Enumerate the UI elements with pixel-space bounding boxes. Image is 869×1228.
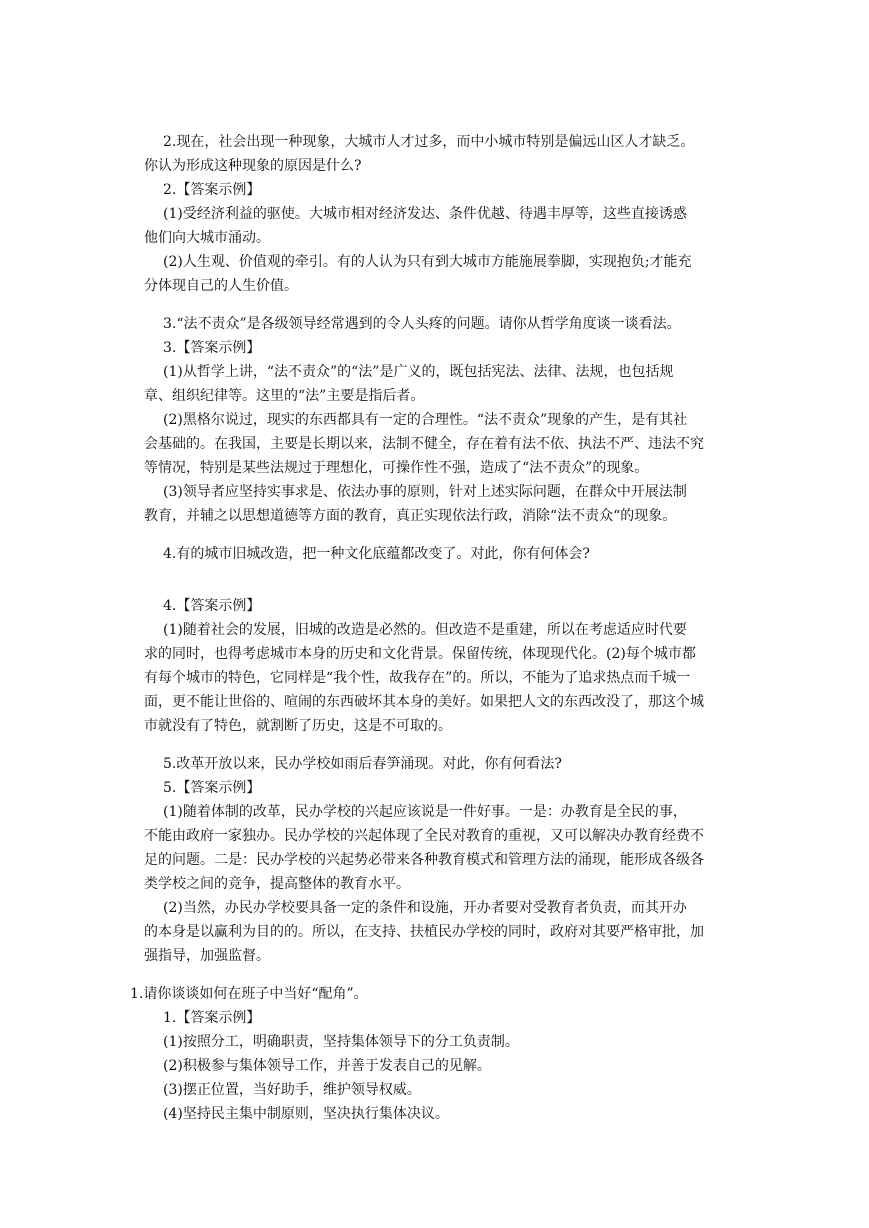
- q3-answer-label: 3.【答案示例】: [163, 340, 261, 356]
- q2-answer-1-line-1: (1)受经济利益的驱使。大城市相对经济发达、条件优越、待遇丰厚等，这些直接诱惑: [163, 206, 687, 222]
- q5-answer-2-line-2: 的本身是以赢利为目的的。所以，在支持、扶植民办学校的同时，政府对其要严格审批，加: [144, 924, 704, 940]
- q4-answer-line-5: 市就没有了特色，就割断了历史，这是不可取的。: [144, 718, 452, 734]
- q3-answer-3-line-1: (3)领导者应坚持实事求是、依法办事的原则，针对上述实际问题，在群众中开展法制: [163, 484, 687, 500]
- q1-answer-item: (3)摆正位置，当好助手，维护领导权威。: [163, 1082, 421, 1098]
- q3-question: 3.“法不责众”是各级领导经常遇到的令人头疼的问题。请你从哲学角度谈一谈看法。: [163, 316, 681, 332]
- q3-answer-2-line-3: 等情况，特别是某些法规过于理想化，可操作性不强，造成了“法不责众”的现象。: [144, 460, 649, 476]
- q5-question: 5.改革开放以来，民办学校如雨后春笋涌现。对此，你有何看法?: [163, 756, 562, 772]
- q4-answer-line-4: 面，更不能让世俗的、喧闹的东西破坏其本身的美好。如果把人文的东西改没了，那这个城: [144, 694, 704, 710]
- q5-answer-label: 5.【答案示例】: [163, 780, 261, 796]
- q4-answer-line-1: (1)随着社会的发展，旧城的改造是必然的。但改造不是重建，所以在考虑适应时代要: [163, 622, 687, 638]
- q5-answer-2-line-1: (2)当然，办民办学校要具备一定的条件和设施，开办者要对受教育者负责，而其开办: [163, 900, 687, 916]
- q5-answer-2-line-3: 强指导，加强监督。: [144, 948, 270, 964]
- q2-question-line-1: 2.现在，社会出现一种现象，大城市人才过多，而中小城市特别是偏远山区人才缺乏。: [163, 134, 695, 150]
- q2-answer-label: 2.【答案示例】: [163, 182, 261, 198]
- q1-answer-item: (1)按照分工，明确职责，坚持集体领导下的分工负责制。: [163, 1034, 519, 1050]
- q5-answer-1-line-3: 足的问题。二是：民办学校的兴起势必带来各种教育模式和管理方法的涌现，能形成各级各: [144, 852, 704, 868]
- q3-answer-1-line-1: (1)从哲学上讲，“法不责众”的“法”是广义的，既包括宪法、法律、法规，也包括规: [163, 364, 674, 380]
- q1-answer-item: (2)积极参与集体领导工作，并善于发表自己的见解。: [163, 1058, 491, 1074]
- q2-answer-2-line-2: 分体现自己的人生价值。: [144, 278, 298, 294]
- q4-answer-line-3: 有每个城市的特色，它同样是“我个性，故我存在”的。所以，不能为了追求热点而千城一: [144, 670, 691, 686]
- q4-answer-label: 4.【答案示例】: [163, 598, 261, 614]
- q2-question-line-2: 你认为形成这种现象的原因是什么?: [144, 158, 362, 174]
- q3-answer-3-line-2: 教育，并辅之以思想道德等方面的教育，真正实现依法行政，消除“法不责众“的现象。: [144, 508, 677, 524]
- q4-question: 4.有的城市旧城改造，把一种文化底蕴都改变了。对此，你有何体会?: [163, 546, 590, 562]
- q5-answer-1-line-4: 类学校之间的竞争，提高整体的教育水平。: [144, 876, 410, 892]
- q2-answer-1-line-2: 他们向大城市涌动。: [144, 230, 270, 246]
- q5-answer-1-line-1: (1)随着体制的改革，民办学校的兴起应该说是一件好事。一是：办教育是全民的事，: [163, 804, 687, 820]
- q2-answer-2-line-1: (2)人生观、价值观的牵引。有的人认为只有到大城市方能施展拳脚，实现抱负;才能充: [163, 254, 692, 270]
- q3-answer-1-line-2: 章、组织纪律等。这里的“法”主要是指后者。: [144, 388, 425, 404]
- q1-answer-item: (4)坚持民主集中制原则，坚决执行集体决议。: [163, 1106, 449, 1122]
- q1-answer-label: 1.【答案示例】: [163, 1010, 261, 1026]
- q4-answer-line-2: 求的同时，也得考虑城市本身的历史和文化背景。保留传统，体现现代化。(2)每个城市都: [144, 646, 696, 662]
- q1-question: 1.请你谈谈如何在班子中当好“配角”。: [130, 986, 368, 1002]
- q5-answer-1-line-2: 不能由政府一家独办。民办学校的兴起体现了全民对教育的重视，又可以解决办教育经费不: [144, 828, 704, 844]
- q3-answer-2-line-1: (2)黑格尔说过，现实的东西都具有一定的合理性。“法不责众”现象的产生，是有其社: [163, 412, 688, 428]
- q3-answer-2-line-2: 会基础的。在我国，主要是长期以来，法制不健全，存在着有法不依、执法不严、违法不究: [144, 436, 704, 452]
